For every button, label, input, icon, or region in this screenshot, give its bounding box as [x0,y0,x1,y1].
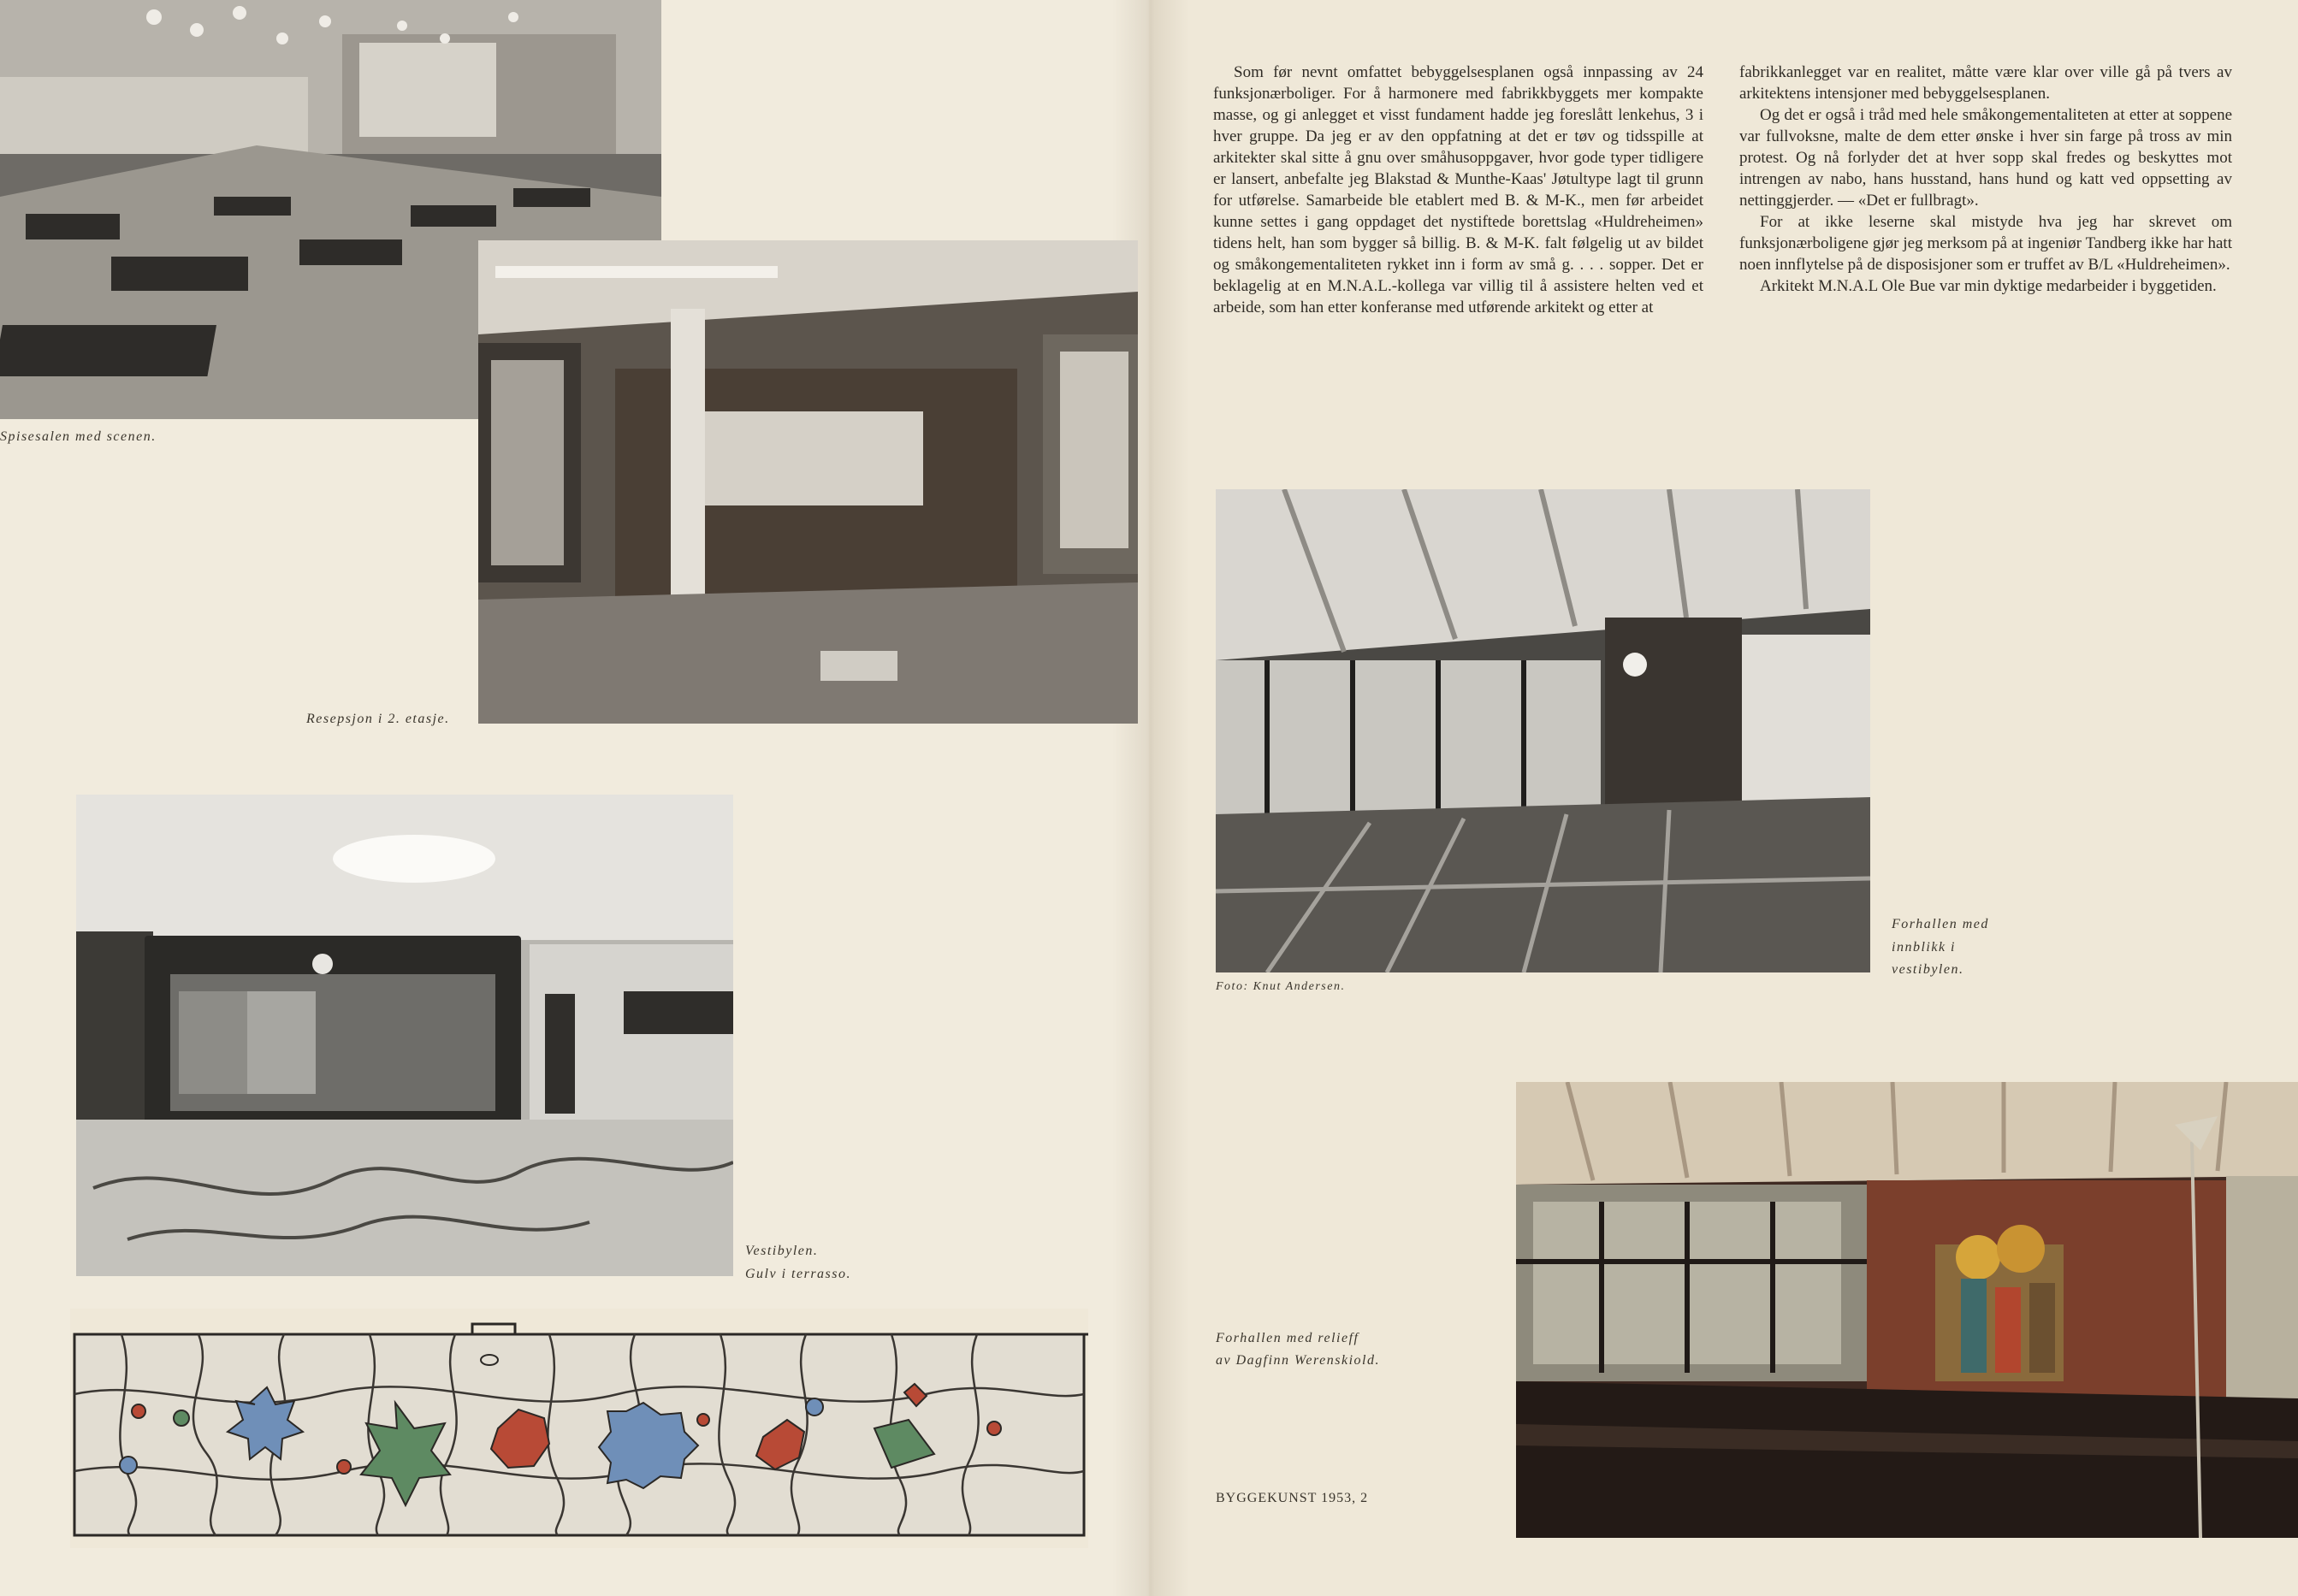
reception-caption: Resepsjon i 2. etasje. [306,712,450,726]
page-gutter [1112,0,1189,1596]
article-paragraph: Arkitekt M.N.A.L Ole Bue var min dyktige medarbeider i byggetiden. [1760,277,2217,295]
vestibule-photo [76,795,733,1276]
vestibule-caption-line1: Vestibylen. [745,1244,819,1258]
page-footer: BYGGEKUNST 1953, 2 [1216,1491,1369,1505]
vestibule-caption-line2: Gulv i terrasso. [745,1267,851,1281]
foyer-caption-line2: innblikk i [1892,940,1956,955]
foyer-photo [1216,489,1870,972]
article-column-1 [1213,62,1703,318]
dining-hall-caption: Spisesalen med scenen. [0,429,157,444]
article-paragraph: Som før nevnt omfattet bebyggelsesplanen også innpassing av 24 funksjonærboliger. For å harmonere med fabrikkbyggets mer kompakte masse, og gi anlegget et visst fundament hadde jeg foreslått lenkehus, 3 i hver gruppe. Da jeg er av den oppfatning at det er tøv og tidsspille at arkitekter skal sitte å gnu over småhusoppgaver, hvor gode typer tidligere er lansert, anbefalte jeg Blakstad & Munthe-Kaas' Jøtultype lagt til grunn for utførelse. Samarbeide ble etablert med B. & M-K., men før arbeidet kunne settes i gang oppdaget det nystiftede borettslag «Huldreheimen» tidens helt, han som bygger så billig. B. & M-K. falt følgelig ut av bildet og småkongementaliteten rykket inn i form av små g. . . . sopper. Det er beklagelig at en M.N.A.L.-kollega var villig til å assistere helten ved et arbeide, som han etter konferanse med utførende arkitekt og etter at [1213,63,1703,316]
reception-photo [478,240,1138,724]
article-paragraph: fabrikkanlegget var en realitet, måtte være klar over ville gå på tvers av arkitektens intensjoner med bebyggelsesplanen. [1739,63,2232,103]
terrazzo-floor-drawing [70,1309,1088,1548]
relief-foyer-photo [1516,1082,2298,1538]
article-paragraph: For at ikke leserne skal mistyde hva jeg har skrevet om funksjonærboligene gjør jeg merksom på at ingeniør Tandberg ikke har hatt noen innflytelse på de disposisjoner som er truffet av B/L «Huldreheimen». [1739,213,2232,274]
foyer-caption-line3: vestibylen. [1892,962,1964,977]
photo-credit: Foto: Knut Andersen. [1216,980,1346,993]
article-column-2 [1739,62,2232,297]
foyer-caption-line1: Forhallen med [1892,917,1989,931]
relief-caption-line2: av Dagfinn Werenskiold. [1216,1353,1380,1368]
article-paragraph: Og det er også i tråd med hele småkongementaliteten at etter at soppene var fullvoksne, malte de dem etter ønske i hver sin farge på tross av min protest. Og nå forlyder det at hver sopp skal fredes og beskyttes mot intrengen av nabo, hans husstand, hans hund og katt ved oppsetting av nettinggjerder. — «Det er fullbragt». [1739,106,2232,210]
relief-caption-line1: Forhallen med relieff [1216,1331,1359,1345]
